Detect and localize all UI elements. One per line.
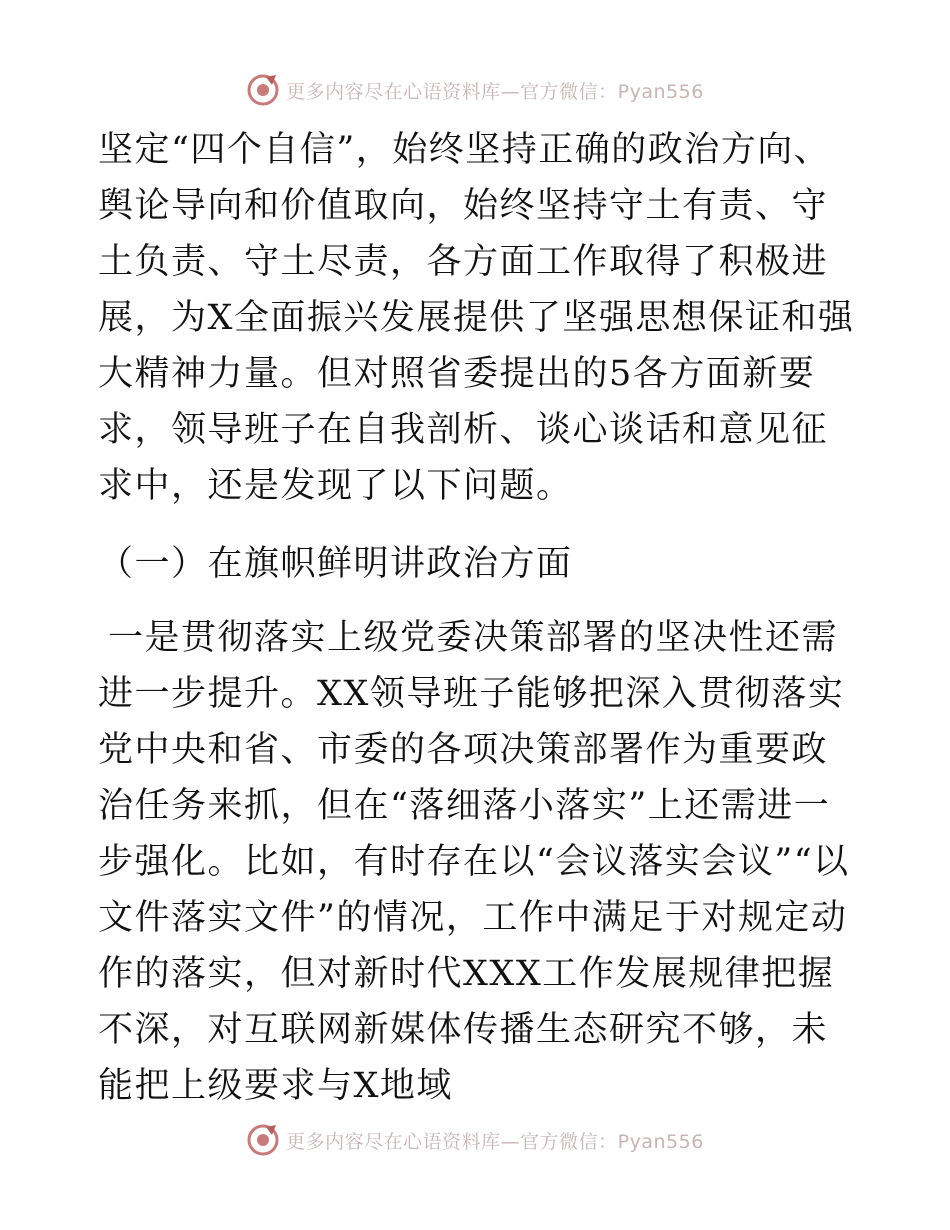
watermark-text: 更多内容尽在心语资料库—官方微信：Pyan556 xyxy=(286,80,704,103)
body-paragraph: 一是贯彻落实上级党委决策部署的坚决性还需进一步提升。XX领导班子能够把深入贯彻落实党中央和省、市委的各项决策部署作为重要政治任务来抓，但在“落细落小落实”上还需进一步强化。比如，有时存在以“会议落实会议”“以文件落实文件”的情况，工作中满足于对规定动作的落实，但对新时代XXX工作发展规律把握不深，对互联网新媒体传播生态研究不够，未能把上级要求与X地域 xyxy=(98,618,850,1106)
document-body xyxy=(98,122,858,1114)
watermark-header xyxy=(0,70,950,110)
section-heading: （一）在旗帜鲜明讲政治方面 xyxy=(98,544,573,584)
intro-paragraph: 坚定“四个自信”，始终坚持正确的政治方向、舆论导向和价值取向，始终坚持守土有责、守土负责、守土尽责，各方面工作取得了积极进展，为X全面振兴发展提供了坚强思想保证和强大精神力量。但对照省委提出的5各方面新要求，领导班子在自我剖析、谈心谈话和意见征求中，还是发现了以下问题。 xyxy=(98,130,855,506)
watermark-logo-icon xyxy=(246,1123,280,1157)
watermark-text: 更多内容尽在心语资料库—官方微信：Pyan556 xyxy=(286,1130,704,1153)
watermark-logo-icon xyxy=(246,73,280,107)
watermark-footer xyxy=(0,1120,950,1160)
